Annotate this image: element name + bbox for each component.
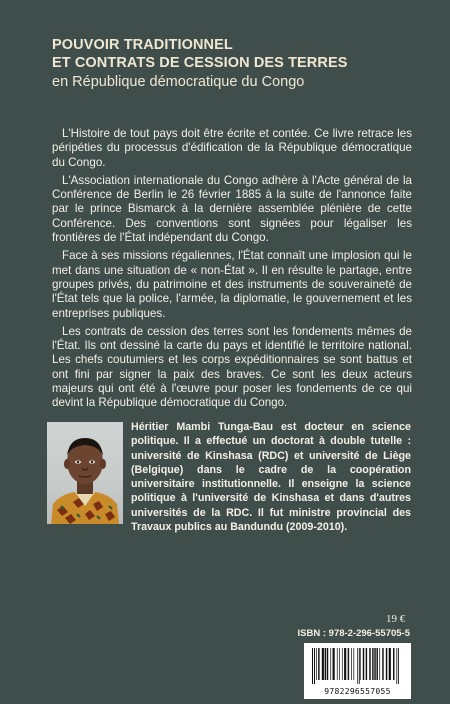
barcode-bar (348, 648, 349, 680)
barcode-bar (339, 648, 340, 680)
barcode-bar (318, 648, 319, 680)
barcode-bar (357, 648, 358, 684)
barcode-bar (312, 648, 313, 684)
barcode-bar (393, 648, 394, 680)
barcode-bar (398, 648, 399, 684)
barcode-bar (363, 648, 364, 680)
barcode-bar (376, 648, 377, 680)
blurb-paragraph: Face à ses missions régaliennes, l'État connaît une implosion qui le met dans une situation de « non-État ». Il en résulte le partage, entre groupes privés, du patrimoine et des instruments de souveraineté de l'État tels que la police, l'armée, la diplomatie, le gouvernement et les entreprises publiques. (52, 249, 412, 320)
barcode-bar (337, 648, 338, 680)
barcode-bar (333, 648, 335, 680)
blurb-paragraph: L'Association internationale du Congo adhère à l'Acte général de la Conférence de Berlin le 26 février 1885 à la suite de l'annonce faite par le prince Bismarck à la dernière assemblée plénière de cette Conférence. Des conventions sont signées pour légaliser les frontières de l'État indépendant du Congo. (52, 173, 412, 245)
barcode-bar (382, 648, 383, 680)
barcode-bar (322, 648, 324, 680)
book-title-line-1: POUVOIR TRADITIONNEL (52, 37, 233, 53)
barcode-bar (389, 648, 391, 680)
barcode-bar (374, 648, 375, 680)
isbn-label: ISBN : 978-2-296-55705-5 (297, 628, 410, 639)
barcode-bar (359, 648, 360, 684)
barcode-bar (316, 648, 317, 680)
barcode-bar (342, 648, 343, 680)
barcode-bar (366, 648, 367, 680)
title-block (52, 36, 422, 92)
barcode-bar (386, 648, 387, 680)
barcode-bar (353, 648, 354, 680)
barcode-bar (351, 648, 352, 680)
barcode-bar (327, 648, 328, 680)
barcode-digits: 9782296557055 (324, 687, 391, 696)
blurb-text (52, 127, 412, 415)
barcode (304, 643, 411, 699)
barcode-bar (360, 648, 361, 680)
barcode-bar (396, 648, 397, 684)
author-bio: Héritier Mambi Tunga-Bau est docteur en science politique. Il a effectué un doctorat à double tutelle : université de Kinshasa (RDC) et université de Liège (Belgique) dans le cadre de la coopération universitaire institutionnelle. Il enseigne la science politique à l'université de Kinshasa et dans d'autres universités de la RDC. Il fut ministre provincial des Travaux publics au Bandundu (2009-2010). (131, 421, 411, 534)
price-label: 19 € (386, 613, 406, 625)
barcode-bar (369, 648, 370, 680)
book-subtitle: en République démocratique du Congo (52, 74, 305, 90)
barcode-bar (325, 648, 326, 680)
barcode-bar (379, 648, 380, 680)
blurb-paragraph: L'Histoire de tout pays doit être écrite et contée. Ce livre retrace les péripéties du processus d'édification de la République démocratique du Congo. (52, 127, 412, 169)
barcode-bar (372, 648, 373, 680)
barcode-bar (314, 648, 315, 684)
barcode-bar (330, 648, 331, 680)
barcode-bar (344, 648, 346, 680)
blurb-paragraph: Les contrats de cession des terres sont les fondements mêmes de l'État. Ils ont dessiné la carte du pays et identifié le territoire national. Les chefs coutumiers et les corps expéditionnaires se sont battus et ont fini par signer la paix des braves. Ce sont les deux acteurs majeurs qui ont été à l'œuvre pour poser les fondements de ce qui devint la République démocratique du Congo. (52, 324, 412, 410)
author-photo (47, 422, 123, 524)
barcode-bars (304, 643, 411, 687)
book-title-line-2: ET CONTRATS DE CESSION DES TERRES (52, 55, 348, 71)
